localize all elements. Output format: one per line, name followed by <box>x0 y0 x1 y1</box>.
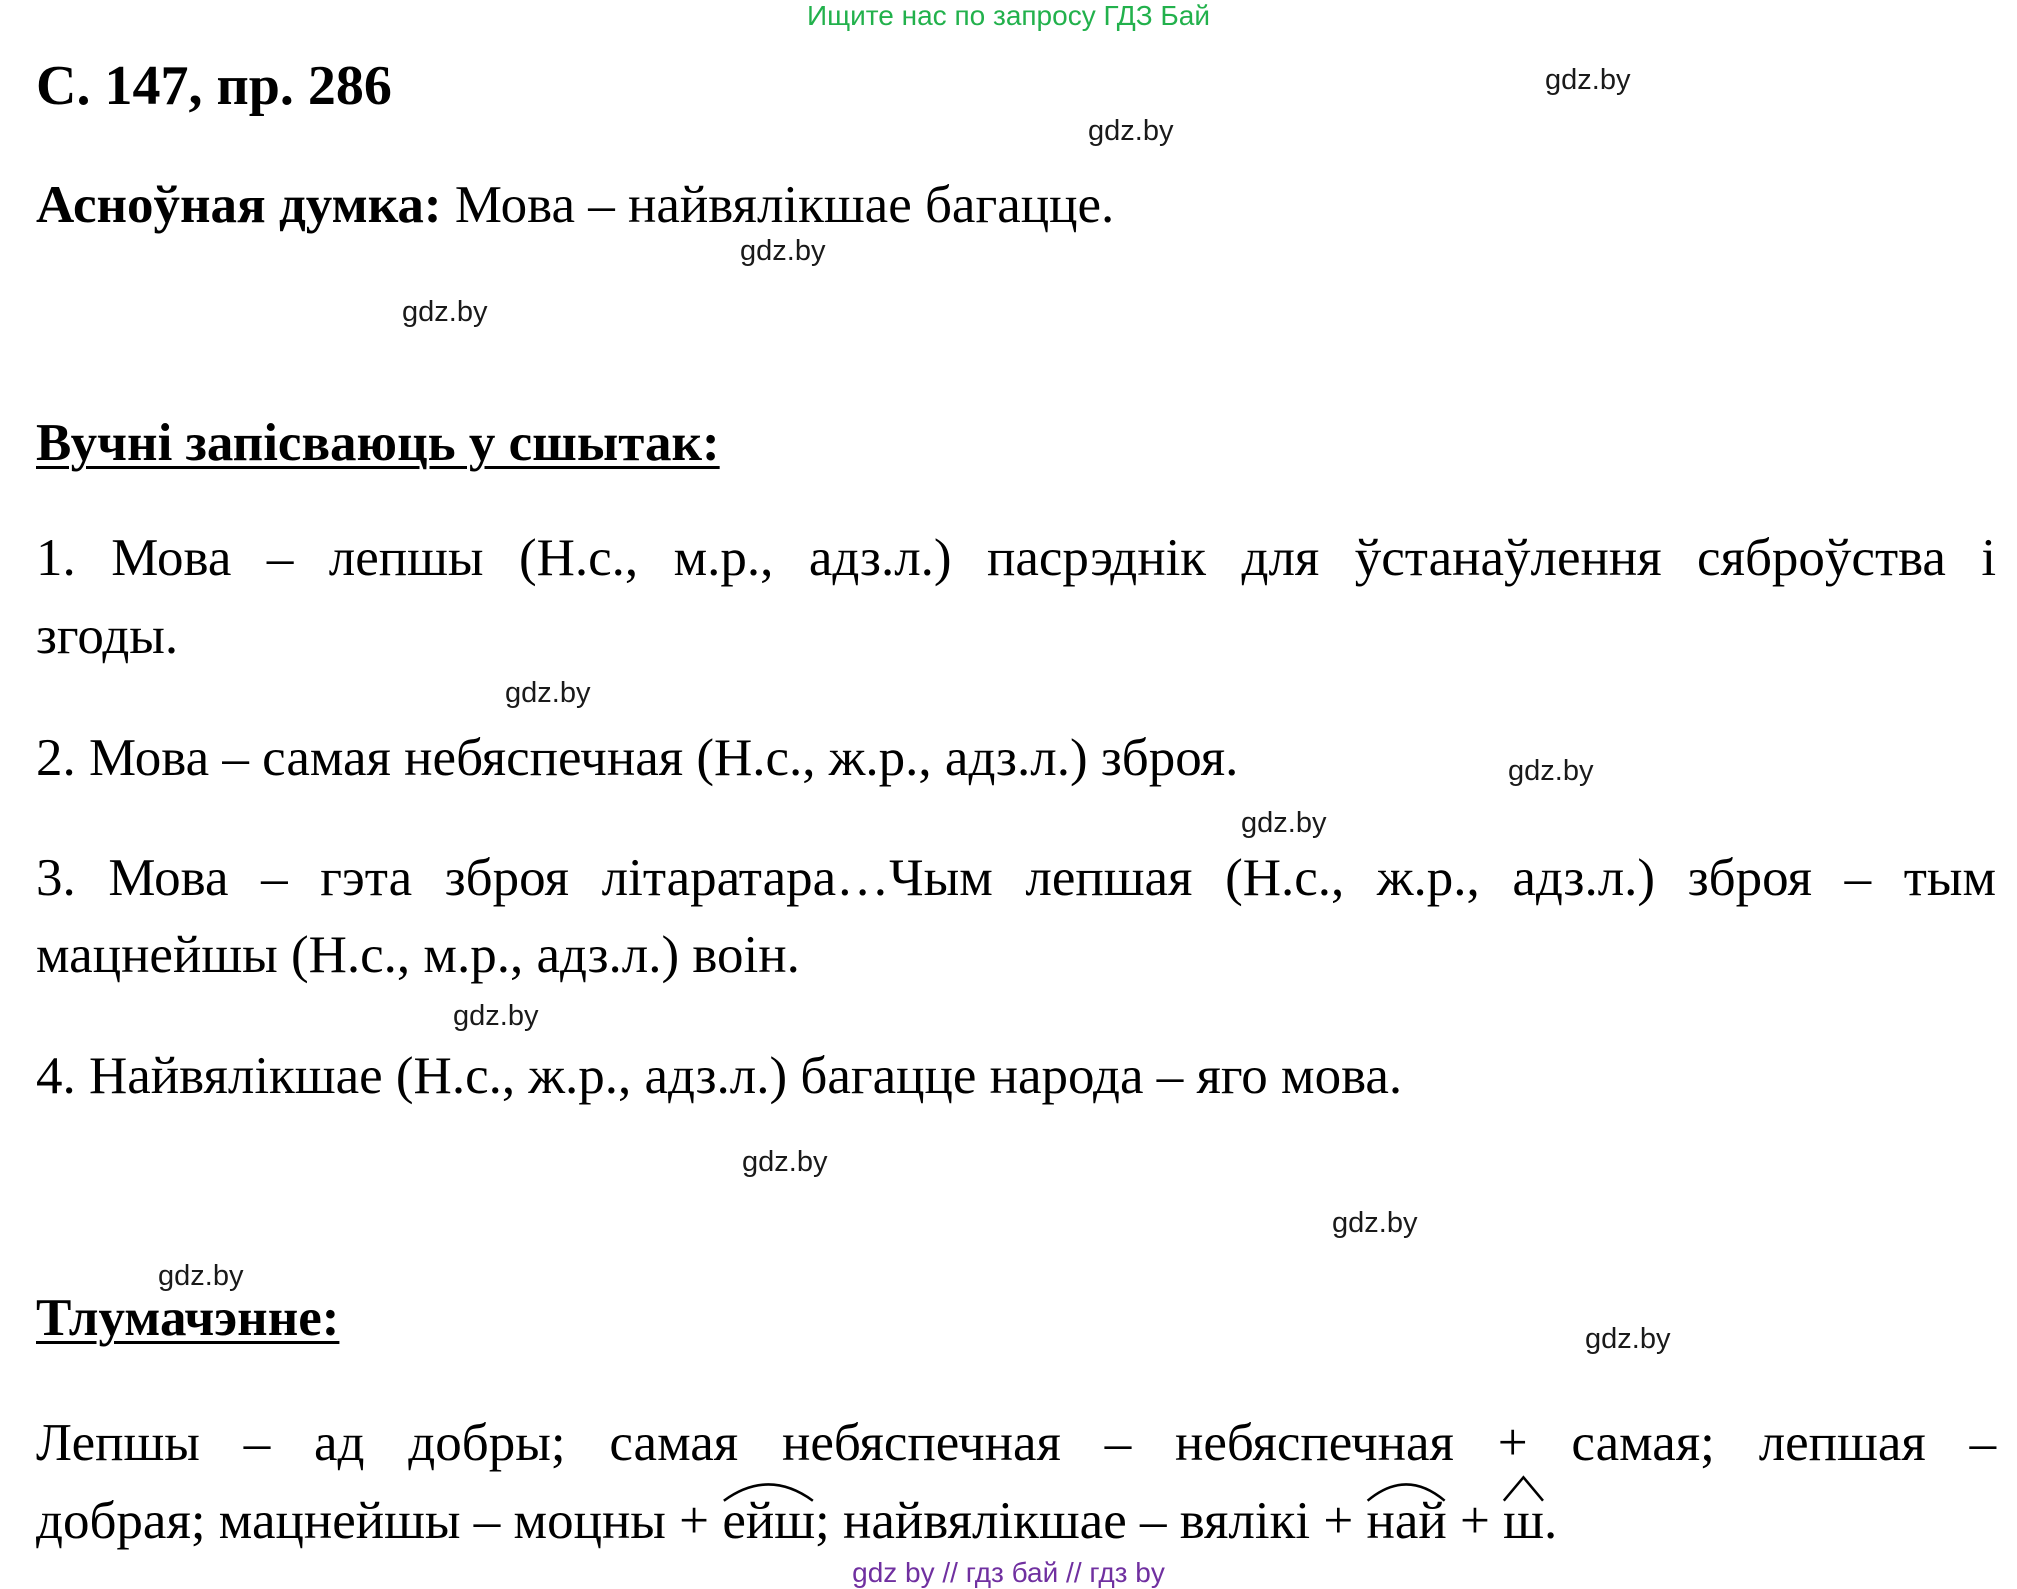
word: тым <box>1903 849 1997 907</box>
watermark: gdz.by <box>1241 807 1327 839</box>
word: – <box>1104 1414 1132 1472</box>
word: лепшая <box>1758 1414 1926 1472</box>
word: літаратара…Чым <box>601 849 993 907</box>
footer-watermark: gdz by // гдз бай // гдз by <box>852 1557 1165 1588</box>
word: зброя <box>1687 849 1812 907</box>
text-segment: ; найвялікшае – вялікі + <box>815 1492 1367 1550</box>
word: – <box>1844 849 1872 907</box>
word: небяспечная <box>1174 1414 1454 1472</box>
text-segment: + <box>1446 1492 1504 1550</box>
main-idea-text: Мова – найвялікшае багацце. <box>441 176 1115 234</box>
item-2: 2. Мова – самая небяспечная (Н.с., ж.р., адз.л.) зброя. <box>36 729 1239 787</box>
section-heading-explanation: Тлумачэнне: <box>36 1289 340 1347</box>
watermark: gdz.by <box>1332 1207 1418 1239</box>
watermark: gdz.by <box>402 296 488 328</box>
main-idea-label: Асноўная думка: <box>36 176 442 234</box>
item-3-line-1 <box>36 847 1996 909</box>
word: 3. <box>36 849 76 907</box>
item-1-line-2: згоды. <box>36 607 179 665</box>
section-heading-notes: Вучні запісваюць у сшытак: <box>36 414 720 472</box>
explanation-line-2 <box>36 1490 1557 1552</box>
suffix-arc-icon <box>722 1476 815 1502</box>
prefix-text: най <box>1366 1492 1447 1550</box>
suffix-mark <box>1503 1490 1544 1552</box>
word: Лепшы <box>36 1414 200 1472</box>
prefix-arc-icon <box>1366 1476 1446 1502</box>
explanation-line-1 <box>36 1412 1996 1474</box>
word: самая <box>609 1414 739 1472</box>
watermark: gdz.by <box>453 1000 539 1032</box>
word: (Н.с., <box>1225 849 1345 907</box>
watermark: gdz.by <box>1508 755 1594 787</box>
suffix-mark <box>722 1490 815 1552</box>
word: Мова <box>111 529 232 587</box>
watermark: gdz.by <box>1088 115 1174 147</box>
watermark: gdz.by <box>1545 64 1631 96</box>
word: лепшы <box>328 529 484 587</box>
prefix-mark <box>1366 1490 1446 1552</box>
word: ад <box>314 1414 365 1472</box>
watermark: gdz.by <box>505 677 591 709</box>
word: для <box>1241 529 1320 587</box>
word: лепшая <box>1025 849 1193 907</box>
watermark: gdz.by <box>740 235 826 267</box>
item-4: 4. Найвялікшае (Н.с., ж.р., адз.л.) багацце народа – яго мова. <box>36 1047 1403 1105</box>
word: – <box>1969 1414 1997 1472</box>
watermark: gdz.by <box>742 1146 828 1178</box>
watermark: gdz.by <box>1585 1323 1671 1355</box>
main-idea <box>36 174 1114 236</box>
watermark: gdz.by <box>158 1260 244 1292</box>
item-1-line-1 <box>36 527 1996 589</box>
page-title: С. 147, пр. 286 <box>36 55 392 117</box>
suffix-text: ейш <box>722 1492 816 1550</box>
suffix-text: ш <box>1503 1492 1544 1550</box>
word: 1. <box>36 529 76 587</box>
top-banner: Ищите нас по запросу ГДЗ Бай <box>806 0 1211 31</box>
word: адз.л.) <box>808 529 952 587</box>
word: і <box>1981 529 1997 587</box>
word: – <box>243 1414 271 1472</box>
suffix-arc-icon <box>1503 1476 1544 1502</box>
word: – <box>266 529 294 587</box>
text-segment: . <box>1543 1492 1558 1550</box>
word: зброя <box>444 849 570 907</box>
word: сяброўства <box>1697 529 1946 587</box>
word: ўстанаўлення <box>1354 529 1662 587</box>
word: самая; <box>1571 1414 1715 1472</box>
word: + <box>1497 1414 1528 1472</box>
word: м.р., <box>673 529 774 587</box>
word: ж.р., <box>1376 849 1480 907</box>
word: небяспечная <box>781 1414 1061 1472</box>
text-segment: добрая; мацнейшы – моцны + <box>36 1492 723 1550</box>
word: – <box>261 849 288 907</box>
word: Мова <box>108 849 229 907</box>
word: добры; <box>408 1414 566 1472</box>
item-3-line-2: мацнейшы (Н.с., м.р., адз.л.) воін. <box>36 926 800 984</box>
word: адз.л.) <box>1512 849 1656 907</box>
word: пасрэднік <box>987 529 1207 587</box>
word: гэта <box>320 849 413 907</box>
word: (Н.с., <box>518 529 639 587</box>
